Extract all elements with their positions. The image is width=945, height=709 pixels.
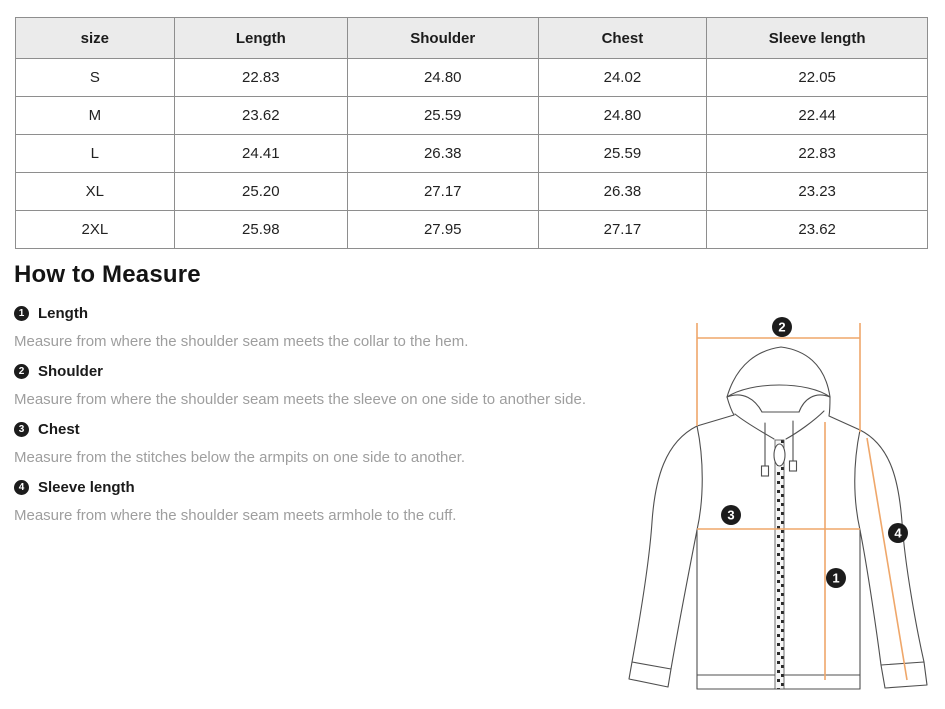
sleeve-length-cell: 22.44	[707, 97, 928, 135]
svg-text:3: 3	[727, 507, 735, 523]
size-cell: L	[16, 135, 175, 173]
sleeve-length-cell: 23.23	[707, 173, 928, 211]
size-cell: M	[16, 97, 175, 135]
measure-item-length	[14, 304, 614, 351]
diagram-badge-1	[826, 568, 846, 588]
length-cell: 23.62	[174, 97, 347, 135]
measure-item-label: Length	[38, 304, 88, 322]
table-row	[16, 59, 928, 97]
column-header-sleeve-length: Sleeve length	[707, 18, 928, 59]
shoulder-cell: 24.80	[347, 59, 538, 97]
zipper-pull	[774, 444, 785, 466]
svg-text:2: 2	[778, 319, 786, 335]
length-cell: 25.20	[174, 173, 347, 211]
size-chart-table	[15, 17, 928, 249]
svg-text:4: 4	[894, 525, 902, 541]
step-4-badge: 4	[14, 480, 29, 495]
measure-item-chest	[14, 420, 614, 467]
step-3-badge: 3	[14, 422, 29, 437]
column-header-length: Length	[174, 18, 347, 59]
measure-item-description: Measure from the stitches below the armpits on one side to another.	[14, 449, 466, 466]
chest-cell: 25.59	[538, 135, 707, 173]
measure-item-label: Chest	[38, 420, 80, 438]
measure-instructions-list	[14, 304, 614, 536]
size-cell: XL	[16, 173, 175, 211]
measure-item-shoulder	[14, 362, 614, 409]
sleeve-length-cell: 22.83	[707, 135, 928, 173]
hoodie-measurement-diagram	[605, 309, 945, 709]
diagram-badge-3	[721, 505, 741, 525]
step-2-badge: 2	[14, 364, 29, 379]
shoulder-cell: 27.95	[347, 211, 538, 249]
length-cell: 25.98	[174, 211, 347, 249]
size-cell: S	[16, 59, 175, 97]
size-cell: 2XL	[16, 211, 175, 249]
measure-item-description: Measure from where the shoulder seam meets armhole to the cuff.	[14, 507, 457, 524]
shoulder-cell: 26.38	[347, 135, 538, 173]
measure-item-label: Sleeve length	[38, 478, 135, 496]
column-header-chest: Chest	[538, 18, 707, 59]
measure-item-sleeve-length	[14, 478, 614, 525]
length-cell: 24.41	[174, 135, 347, 173]
diagram-badge-4	[888, 523, 908, 543]
how-to-measure-title: How to Measure	[14, 261, 201, 288]
chest-cell: 24.02	[538, 59, 707, 97]
sleeve-measure-line	[867, 438, 907, 680]
sleeve-length-cell: 22.05	[707, 59, 928, 97]
zipper	[775, 440, 784, 689]
column-header-shoulder: Shoulder	[347, 18, 538, 59]
shoulder-cell: 27.17	[347, 173, 538, 211]
chest-cell: 26.38	[538, 173, 707, 211]
diagram-badge-2	[772, 317, 792, 337]
svg-text:1: 1	[832, 570, 840, 586]
length-cell: 22.83	[174, 59, 347, 97]
chest-cell: 24.80	[538, 97, 707, 135]
table-row	[16, 211, 928, 249]
chest-cell: 27.17	[538, 211, 707, 249]
column-header-size: size	[16, 18, 175, 59]
table-header-row	[16, 18, 928, 59]
step-1-badge: 1	[14, 306, 29, 321]
table-row	[16, 135, 928, 173]
table-row	[16, 173, 928, 211]
sleeve-length-cell: 23.62	[707, 211, 928, 249]
measure-item-description: Measure from where the shoulder seam meets the collar to the hem.	[14, 333, 469, 350]
hoodie-outline	[629, 347, 927, 689]
table-row	[16, 97, 928, 135]
measure-item-description: Measure from where the shoulder seam meets the sleeve on one side to another side.	[14, 391, 586, 408]
measure-item-label: Shoulder	[38, 362, 104, 380]
shoulder-cell: 25.59	[347, 97, 538, 135]
